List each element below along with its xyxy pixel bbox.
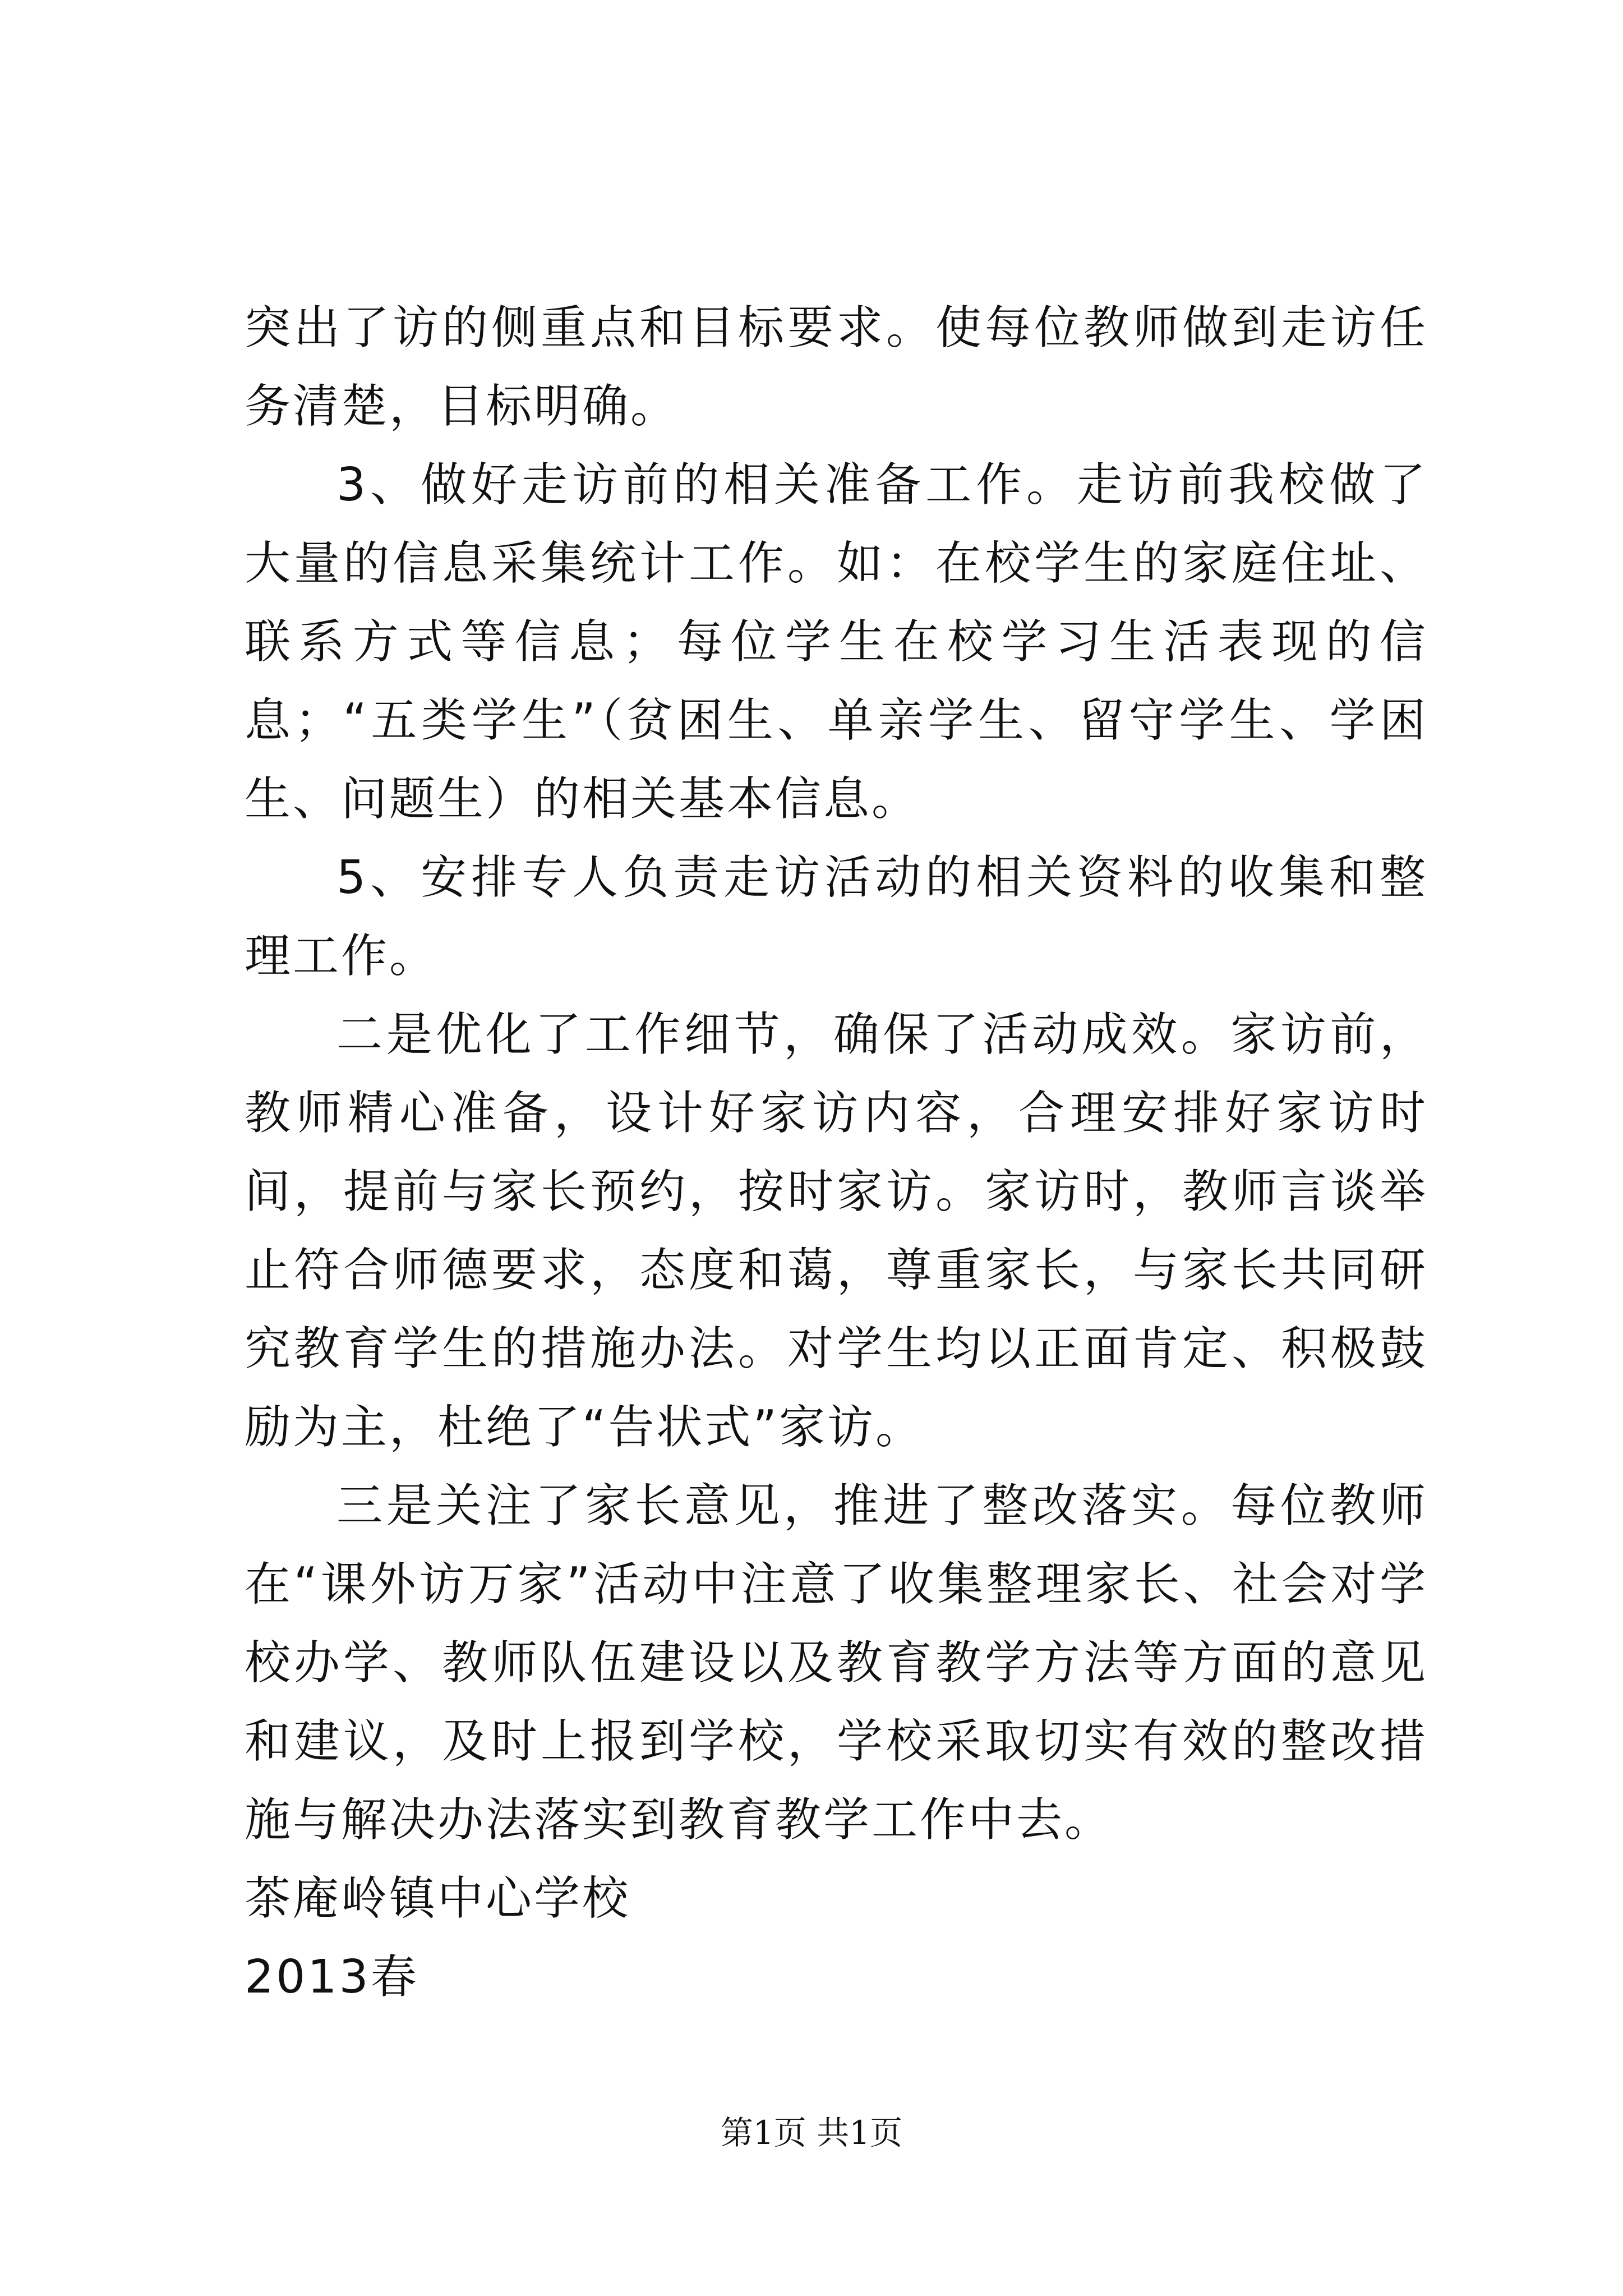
- signature-date: 2013春: [245, 1950, 419, 2004]
- document-body: [245, 289, 1428, 2017]
- page-number-label: 第1页 共1页: [720, 2114, 903, 2152]
- page-footer: [0, 2110, 1623, 2155]
- paragraph-materials: 5、安排专人负责走访活动的相关资料的收集和整理工作。: [245, 851, 1428, 983]
- paragraph-preparation: 3、做好走访前的相关准备工作。走访前我校做了大量的信息采集统计工作。如：在校学生的家庭住址、联系方式等信息；每位学生在校学习生活表现的信息；“五类学生”（贫困生、单亲学生、留守学生、学困生、问题生）的相关基本信息。: [245, 458, 1428, 826]
- paragraph-details: 二是优化了工作细节，确保了活动成效。家访前，教师精心准备，设计好家访内容，合理安排好家访时间，提前与家长预约，按时家访。家访时，教师言谈举止符合师德要求，态度和蔼，尊重家长，与家长共同研究教育学生的措施办法。对学生均以正面肯定、积极鼓励为主，杜绝了“告状式”家访。: [245, 1008, 1428, 1454]
- signature-organization: 茶庵岭镇中心学校: [245, 1872, 631, 1925]
- paragraph-continuation: 突出了访的侧重点和目标要求。使每位教师做到走访任务清楚，目标明确。: [245, 301, 1428, 433]
- paragraph-feedback: 三是关注了家长意见，推进了整改落实。每位教师在“课外访万家”活动中注意了收集整理家长、社会对学校办学、教师队伍建设以及教育教学方法等方面的意见和建议，及时上报到学校，学校采取切实有效的整改措施与解决办法落实到教育教学工作中去。: [245, 1479, 1428, 1847]
